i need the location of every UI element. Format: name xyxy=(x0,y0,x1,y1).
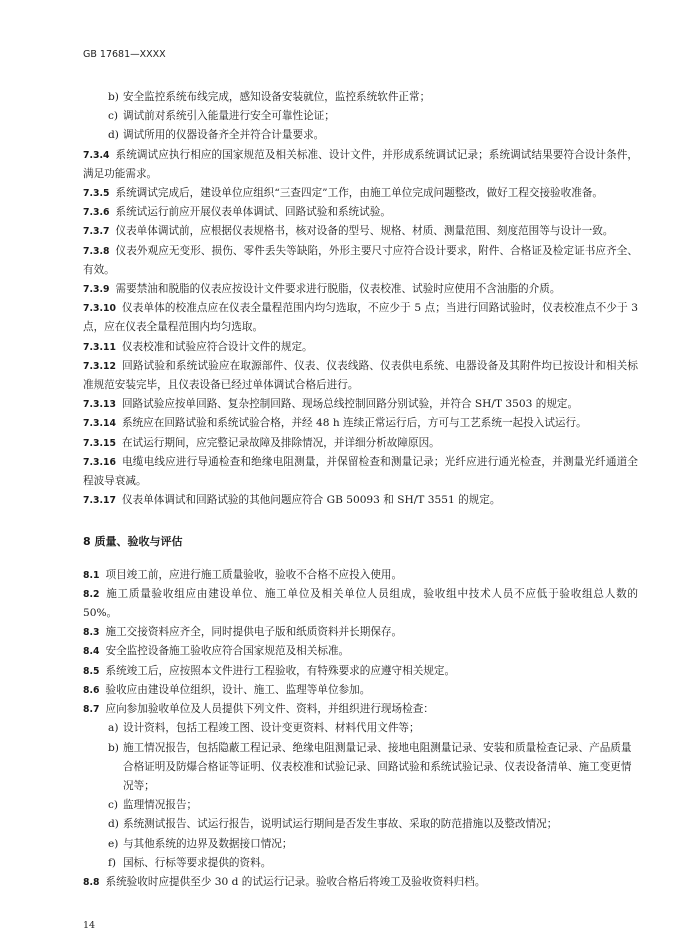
list-item: f) 国标、行标等要求提供的资料。 xyxy=(108,856,272,869)
list-item: d) 调试所用的仪器设备齐全并符合计量要求。 xyxy=(108,129,325,142)
list-item: d) 系统测试报告、试运行报告，说明试运行期间是否发生事故、采取的防范措施以及整改情况； xyxy=(108,818,558,831)
list-item: b) 安全监控系统布线完成，感知设备安装就位，监控系统软件正常； xyxy=(108,91,431,103)
clause: 7.3.11 仪表校准和试验应符合设计文件的规定。 xyxy=(83,340,313,353)
clause: 7.3.14 系统应在回路试验和系统试验合格，并经 48 h 连续正常运行后，方可与工艺系统一起投入试运行。 xyxy=(83,417,587,430)
page-header: GB 17681—XXXX xyxy=(83,49,166,60)
clause: 7.3.10 仪表单体的校准点应在仪表全量程范围内均匀选取，不应少于 5 点；当进行回路试验时，仪表校准点不少于 3 点，应在仪表全量程范围内均匀选取。 xyxy=(83,302,638,334)
clause: 7.3.15 在试运行期间，应完整记录故障及排除情况，并详细分析故障原因。 xyxy=(83,436,440,449)
top-list xyxy=(83,88,638,146)
page-number: 14 xyxy=(83,920,96,931)
list-item: a) 设计资料，包括工程竣工图、设计变更资料、材料代用文件等； xyxy=(108,722,420,735)
clause: 7.3.6 系统试运行前应开展仪表单体调试、回路试验和系统试验。 xyxy=(83,206,391,219)
list-item: c) 监理情况报告； xyxy=(108,799,198,812)
clause: 7.3.9 需要禁油和脱脂的仪表应按设计文件要求进行脱脂，仪表校准、试验时应使用不含油脂的介质。 xyxy=(83,283,561,296)
clause: 8.3 施工交接资料应齐全，同时提供电子版和纸质资料并长期保存。 xyxy=(83,626,403,639)
clause: 7.3.5 系统调试完成后，建设单位应组织“三查四定”工作，由施工单位完成问题整改，做好工程交接验收准备。 xyxy=(83,187,604,200)
clause: 8.5 系统竣工后，应按照本文件进行工程验收，有特殊要求的应遵守相关规定。 xyxy=(83,664,456,677)
clause: 7.3.8 仪表外观应无变形、损伤、零件丢失等缺陷，外形主要尺寸应符合设计要求，附件、合格证及检定证书应齐全、有效。 xyxy=(83,244,638,276)
clause: 7.3.7 仪表单体调试前，应根据仪表规格书，核对设备的型号、规格、材质、测量范围、刻度范围等与设计一致。 xyxy=(83,225,614,238)
clause: 8.4 安全监控设备施工验收应符合国家规范及相关标准。 xyxy=(83,645,350,658)
document-body xyxy=(83,88,638,892)
clause: 7.3.16 电缆电线应进行导通检查和绝缘电阻测量，并保留检查和测量记录；光纤应进行通光检查，并测量光纤通道全程波导衰减。 xyxy=(83,455,638,488)
clauses-7-3 xyxy=(83,146,638,511)
section-heading: 8 质量、验收与评估 xyxy=(83,535,183,549)
clause: 8.6 验收应由建设单位组织，设计、施工、监理等单位参加。 xyxy=(83,683,371,696)
clause: 7.3.4 系统调试应执行相应的国家规范及相关标准、设计文件，并形成系统调试记录；系统调试结果要符合设计条件，满足功能需求。 xyxy=(83,148,638,180)
list-item: b) 施工情况报告，包括隐蔽工程记录、绝缘电阻测量记录、接地电阻测量记录、安装和质量检查记录、产品质量合格证明及防爆合格证等证明、仪表校准和试验记录、回路试验和系统试验记录、仪表设备清单、施工变更情况等； xyxy=(108,741,632,792)
clause-8-7-list xyxy=(83,719,638,873)
clause: 7.3.13 回路试验应按单回路、复杂控制回路、现场总线控制回路分别试验，并符合 SH/T 3503 的规定。 xyxy=(83,398,579,411)
clause: 8.8 系统验收时应提供至少 30 d 的试运行记录。验收合格后将竣工及验收资料归档。 xyxy=(83,875,486,888)
clauses-8 xyxy=(83,566,638,892)
list-item: e) 与其他系统的边界及数据接口情况； xyxy=(108,837,293,850)
clause: 7.3.12 回路试验和系统试验应在取源部件、仪表、仪表线路、仪表供电系统、电器设备及其附件均已按设计和相关标准规范安装完毕，且仪表设备已经过单体调试合格后进行。 xyxy=(83,359,638,392)
clause: 8.1 项目竣工前，应进行施工质量验收，验收不合格不应投入使用。 xyxy=(83,568,403,581)
clause: 8.2 施工质量验收组应由建设单位、施工单位及相关单位人员组成，验收组中技术人员不应低于验收组总人数的 50%。 xyxy=(83,587,638,620)
clause: 7.3.17 仪表单体调试和回路试验的其他问题应符合 GB 50093 和 SH/T 3551 的规定。 xyxy=(83,494,501,507)
list-item: c) 调试前对系统引入能量进行安全可靠性论证； xyxy=(108,110,335,123)
clause: 8.7 应向参加验收单位及人员提供下列文件、资料，并组织进行现场检查： xyxy=(83,703,434,716)
